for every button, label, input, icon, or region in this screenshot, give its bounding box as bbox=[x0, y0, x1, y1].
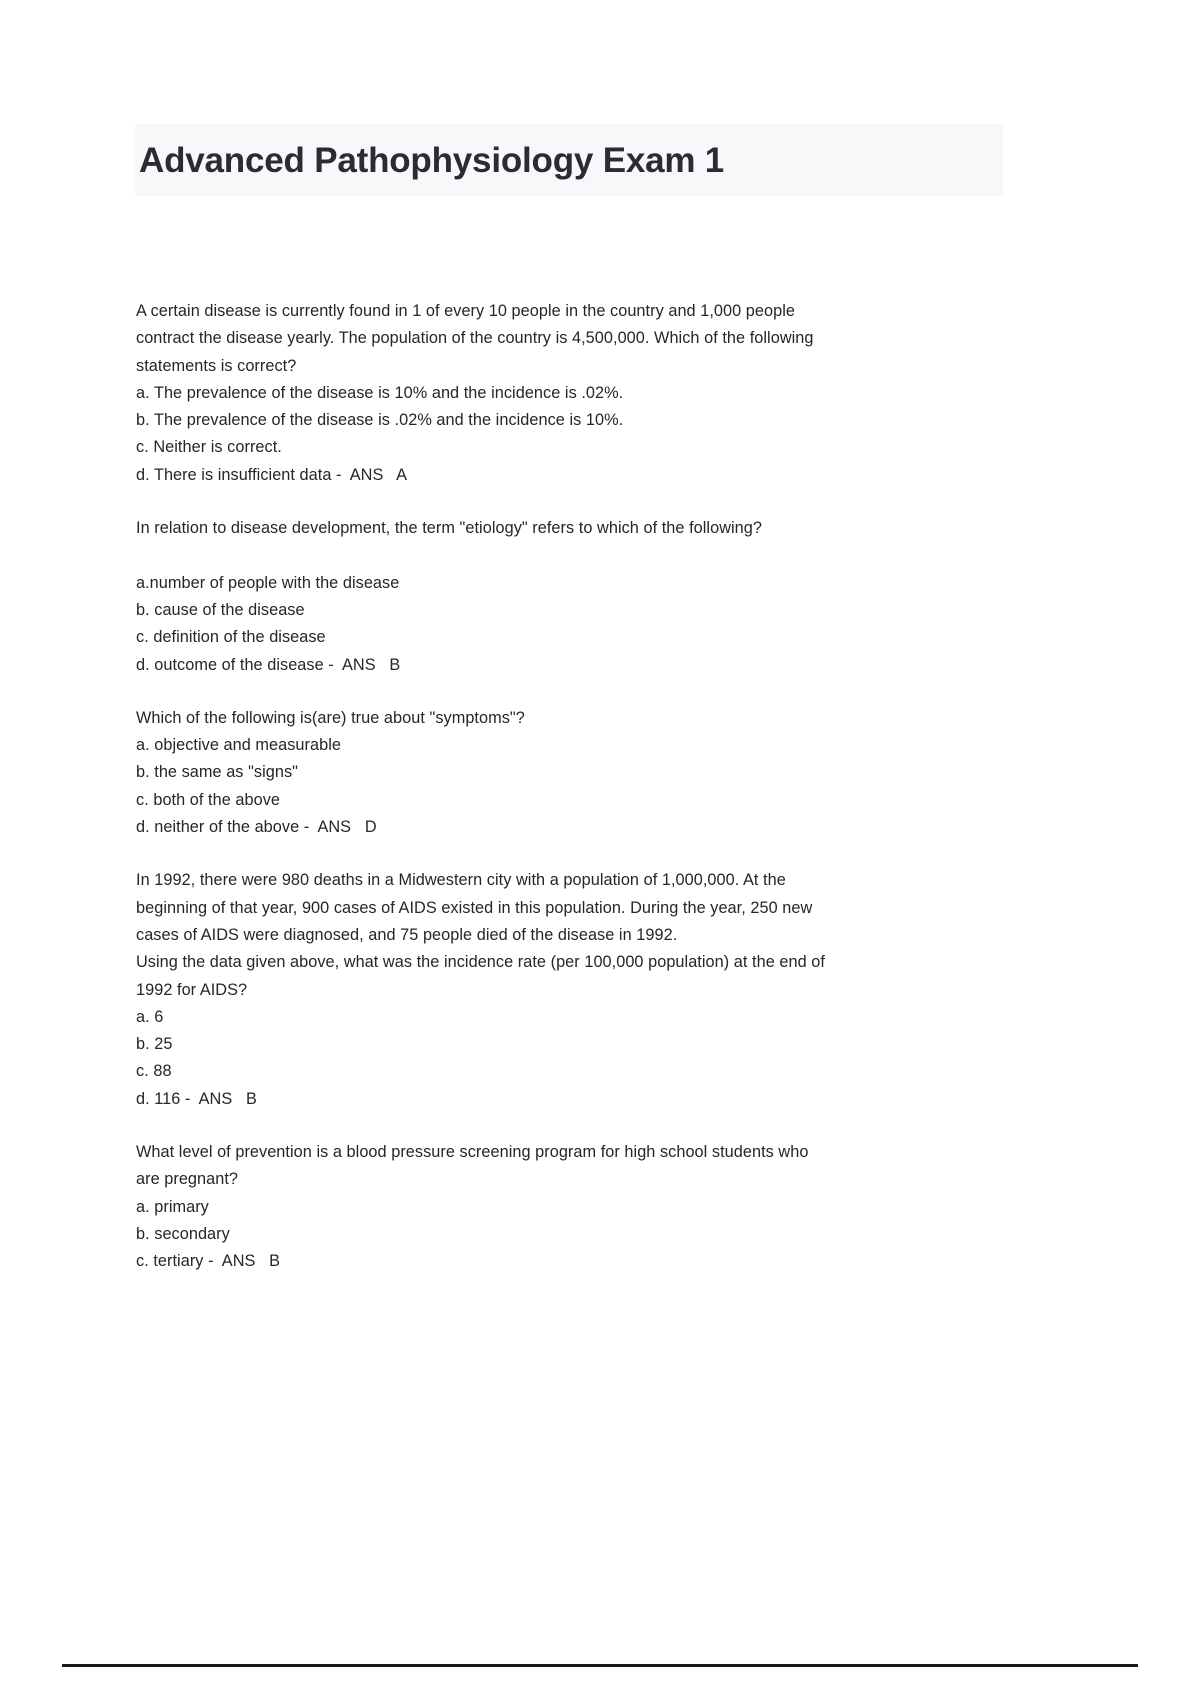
question-option: c. both of the above bbox=[136, 790, 281, 809]
question-option: b. the same as "signs" bbox=[136, 763, 298, 782]
question-stem-line: are pregnant? bbox=[136, 1170, 239, 1189]
question-stem-line: Using the data given above, what was the incidence rate (per 100,000 population) at the end of bbox=[136, 953, 825, 972]
question-option: c. Neither is correct. bbox=[136, 438, 282, 457]
blank-line bbox=[136, 542, 1006, 569]
question-option: a. primary bbox=[136, 1197, 209, 1216]
question-stem-line: What level of prevention is a blood pressure screening program for high school students who bbox=[136, 1143, 809, 1162]
question-option: a. 6 bbox=[136, 1007, 164, 1026]
footer-divider bbox=[62, 1664, 1138, 1667]
question-block bbox=[136, 705, 1006, 841]
question-option: b. 25 bbox=[136, 1035, 173, 1054]
question-stem-line: contract the disease yearly. The population of the country is 4,500,000. Which of the following bbox=[136, 329, 814, 348]
question-stem-line: 1992 for AIDS? bbox=[136, 980, 248, 999]
question-block bbox=[136, 515, 1006, 679]
question-option: a. objective and measurable bbox=[136, 736, 341, 755]
question-stem-line: In relation to disease development, the term "etiology" refers to which of the following? bbox=[136, 519, 762, 538]
question-option: a.number of people with the disease bbox=[136, 573, 400, 592]
question-option: a. The prevalence of the disease is 10% and the incidence is .02%. bbox=[136, 383, 624, 402]
title-banner bbox=[135, 124, 1003, 196]
question-option: b. cause of the disease bbox=[136, 600, 305, 619]
question-block bbox=[136, 867, 1006, 1113]
exam-question-list bbox=[136, 298, 1006, 1302]
question-option: b. The prevalence of the disease is .02% and the incidence is 10%. bbox=[136, 411, 624, 430]
question-option: c. tertiary - ANS B bbox=[136, 1252, 281, 1271]
question-option: d. neither of the above - ANS D bbox=[136, 818, 377, 837]
question-block bbox=[136, 1139, 1006, 1275]
question-stem-line: A certain disease is currently found in 1 of every 10 people in the country and 1,000 people bbox=[136, 302, 795, 320]
question-option: b. secondary bbox=[136, 1224, 230, 1243]
question-option: d. There is insufficient data - ANS A bbox=[136, 465, 408, 484]
question-option: d. outcome of the disease - ANS B bbox=[136, 655, 401, 674]
page-title: Advanced Pathophysiology Exam 1 bbox=[139, 140, 725, 180]
question-option: d. 116 - ANS B bbox=[136, 1089, 257, 1108]
question-option: c. definition of the disease bbox=[136, 628, 326, 647]
question-block bbox=[136, 298, 1006, 489]
question-stem-line: cases of AIDS were diagnosed, and 75 people died of the disease in 1992. bbox=[136, 925, 678, 944]
question-stem-line: statements is correct? bbox=[136, 356, 297, 375]
question-option: c. 88 bbox=[136, 1062, 172, 1081]
question-stem-line: beginning of that year, 900 cases of AIDS existed in this population. During the year, 250 new bbox=[136, 898, 813, 917]
question-stem-line: Which of the following is(are) true about "symptoms"? bbox=[136, 708, 525, 727]
question-stem-line: In 1992, there were 980 deaths in a Midwestern city with a population of 1,000,000. At the bbox=[136, 871, 786, 890]
